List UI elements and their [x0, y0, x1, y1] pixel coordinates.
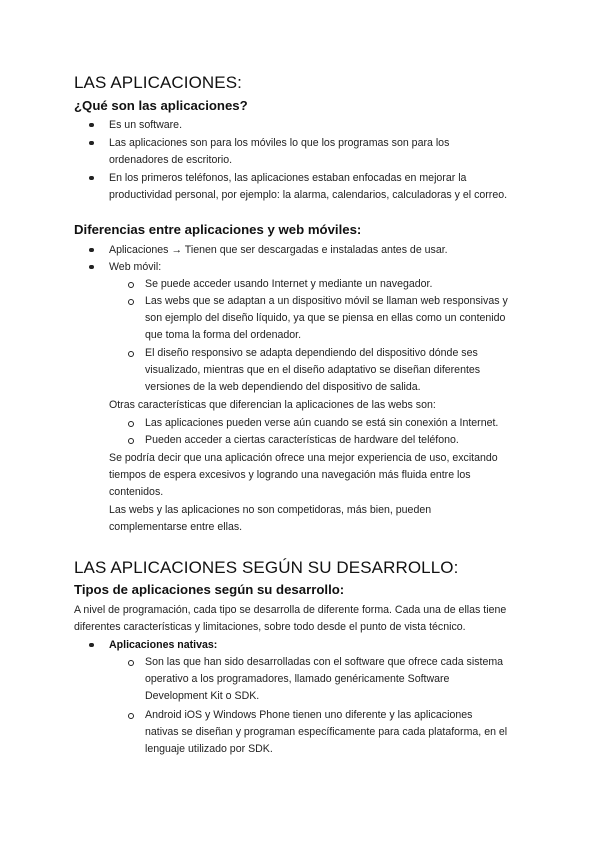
bullet-circle-icon: [128, 438, 134, 444]
bullet-dot-icon: [89, 176, 94, 181]
subheading-que-son: ¿Qué son las aplicaciones?: [74, 98, 248, 113]
sub-list-item: Android iOS y Windows Phone tienen uno diferente y las aplicaciones: [145, 709, 473, 721]
sub-list-item-continuation: operativo a los programadores, llamado genéricamente Software: [145, 673, 450, 685]
bullet-circle-icon: [128, 421, 134, 427]
bullet-dot-icon: [89, 265, 94, 270]
sub-list-item-continuation: versiones de la web dependiendo del dispositivo de salida.: [145, 381, 421, 393]
sub-list-item: Pueden acceder a ciertas características de hardware del teléfono.: [145, 434, 459, 446]
list-item: Las aplicaciones son para los móviles lo que los programas son para los: [109, 137, 450, 149]
sub-list-item: Se puede acceder usando Internet y mediante un navegador.: [145, 278, 433, 290]
sub-list-item: El diseño responsivo se adapta dependiendo del dispositivo dónde ses: [145, 347, 478, 359]
sub-list-item-continuation: visualizado, mientras que en el diseño adaptativo se diseñan diferentes: [145, 364, 481, 376]
bullet-circle-icon: [128, 660, 134, 666]
list-item: En los primeros teléfonos, las aplicaciones estaban enfocadas en mejorar la: [109, 172, 467, 184]
list-item-aplicaciones-nativas: Aplicaciones nativas:: [109, 639, 218, 651]
sub-list-item: Las webs que se adaptan a un dispositivo móvil se llaman web responsivas y: [145, 295, 508, 307]
sub-list-item-continuation: lenguaje utilizado por SDK.: [145, 743, 273, 755]
sub-list-item-continuation: nativas se diseñan y programan específicamente para cada plataforma, en el: [145, 726, 508, 738]
subheading-tipos: Tipos de aplicaciones según su desarrollo:: [74, 582, 345, 597]
paragraph-line: A nivel de programación, cada tipo se desarrolla de diferente forma. Cada una de ellas tiene: [74, 604, 507, 616]
paragraph-line: tiempos de espera excesivos y logrando una navegación más fluida entre los: [109, 469, 471, 481]
bullet-circle-icon: [128, 713, 134, 719]
sub-list-item-continuation: son ejemplo del diseño líquido, ya que se piensa en ellas como un contenido: [145, 312, 506, 324]
heading-las-aplicaciones: LAS APLICACIONES:: [74, 73, 242, 92]
bullet-circle-icon: [128, 351, 134, 357]
sub-list-item: Las aplicaciones pueden verse aún cuando se está sin conexión a Internet.: [145, 417, 499, 429]
sub-list-item-continuation: que toma la forma del ordenador.: [145, 329, 302, 341]
bullet-dot-icon: [89, 643, 94, 648]
paragraph-line: Las webs y las aplicaciones no son competidoras, más bien, pueden: [109, 504, 432, 516]
paragraph-line: Se podría decir que una aplicación ofrece una mejor experiencia de uso, excitando: [109, 452, 498, 464]
paragraph-line: diferentes características y limitaciones, sobre todo desde el punto de vista técnico.: [74, 621, 466, 633]
sub-list-item: Son las que han sido desarrolladas con el software que ofrece cada sistema: [145, 656, 504, 668]
subheading-diferencias: Diferencias entre aplicaciones y web móviles:: [74, 222, 362, 237]
sub-list-item-continuation: Development Kit o SDK.: [145, 690, 260, 702]
list-item: Aplicaciones → Tienen que ser descargadas e instaladas antes de usar.: [109, 244, 448, 256]
list-item: Es un software.: [109, 119, 183, 131]
heading-segun-desarrollo: LAS APLICACIONES SEGÚN SU DESARROLLO:: [74, 558, 459, 577]
paragraph-line: complementarse entre ellas.: [109, 521, 243, 533]
list-item-continuation: productividad personal, por ejemplo: la alarma, calendarios, calculadoras y el correo.: [109, 189, 508, 201]
paragraph-line: contenidos.: [109, 486, 164, 498]
bullet-dot-icon: [89, 248, 94, 253]
bullet-dot-icon: [89, 141, 94, 146]
list-item: Web móvil:: [109, 261, 162, 273]
bullet-circle-icon: [128, 299, 134, 305]
list-item-continuation: ordenadores de escritorio.: [109, 154, 233, 166]
bullet-circle-icon: [128, 282, 134, 288]
paragraph-line: Otras características que diferencian la aplicaciones de las webs son:: [109, 399, 436, 411]
bullet-dot-icon: [89, 123, 94, 128]
